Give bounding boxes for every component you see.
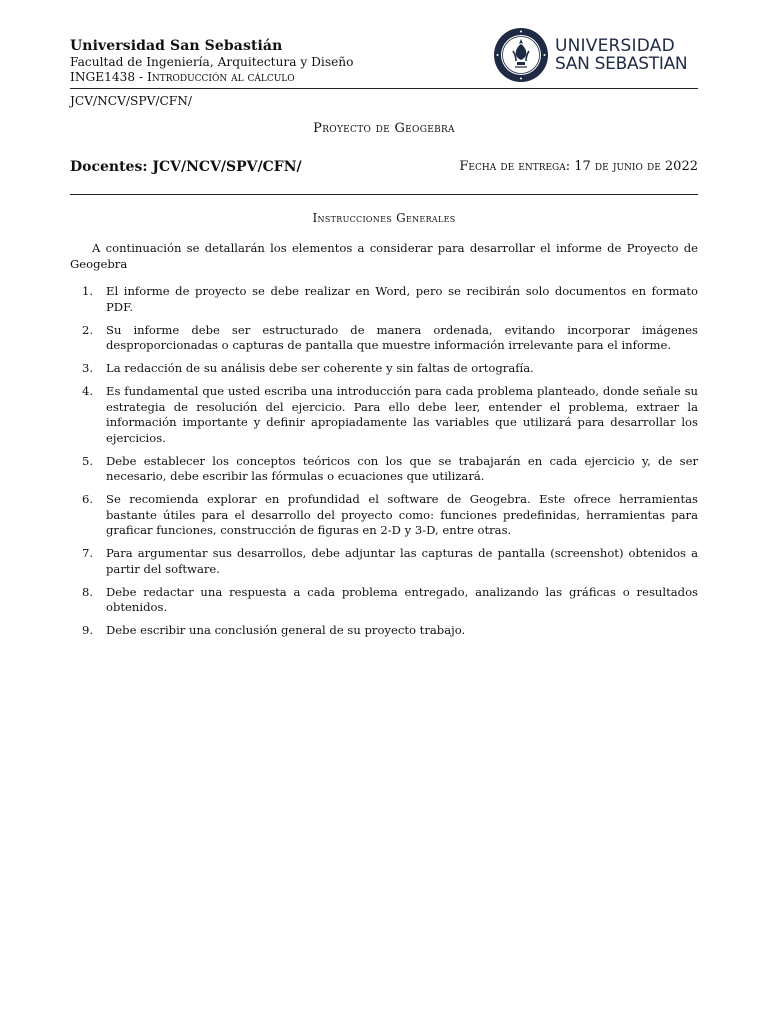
document-header	[70, 35, 698, 88]
list-item	[70, 492, 698, 539]
due-date: Fecha de entrega: 17 de junio de 2022	[459, 159, 698, 174]
item-number: 8.	[82, 584, 94, 599]
list-item	[70, 323, 698, 354]
list-item	[70, 284, 698, 315]
course-line	[70, 70, 295, 84]
item-number: 4.	[82, 384, 94, 398]
header-divider	[70, 88, 698, 89]
course-code: INGE1438 -	[70, 70, 147, 84]
faculty-name: Facultad de Ingeniería, Arquitectura y Diseño	[70, 55, 354, 69]
item-number: 7.	[82, 546, 94, 560]
item-text: Se recomienda explorar en profundidad el software de Geogebra. Este ofrece herramientas bastante útiles para el desarrollo del proyecto como: funciones predefinidas, herramientas para graficar funciones, construcción de figuras en 2-D y 3-D, entre otras.	[106, 492, 698, 537]
item-number: 1.	[82, 284, 94, 298]
info-row	[70, 159, 698, 177]
intro-paragraph: A continuación se detallarán los elementos a considerar para desarrollar el informe de Proyecto de Geogebra	[70, 241, 698, 271]
item-text: Es fundamental que usted escriba una introducción para cada problema planteado, donde señale su estrategia de resolución del ejercicio. Para ello debe leer, entender el problema, extraer la información importante y definir apropiadamente las variables que utilizará para desarrollar los ejercicios.	[106, 384, 698, 445]
authors-line: JCV/NCV/SPV/CFN/	[70, 94, 193, 108]
list-item	[70, 361, 698, 377]
item-text: Para argumentar sus desarrollos, debe adjuntar las capturas de pantalla (screenshot) obtenidos a partir del software.	[106, 546, 698, 576]
item-text: Su informe debe ser estructurado de manera ordenada, evitando incorporar imágenes desproporcionadas o capturas de pantalla que muestre información irrelevante para el informe.	[106, 322, 698, 352]
instructions-list	[70, 284, 698, 646]
item-number: 6.	[82, 492, 94, 506]
item-text: Debe escribir una conclusión general de su proyecto trabajo.	[106, 623, 466, 637]
item-number: 5.	[82, 453, 94, 468]
wordmark-line-1: UNIVERSIDAD	[555, 35, 675, 56]
item-number: 3.	[82, 361, 94, 375]
university-name: Universidad San Sebastián	[70, 38, 283, 54]
project-title: Proyecto de Geogebra	[313, 121, 455, 136]
item-number: 9.	[82, 623, 94, 637]
item-text: La redacción de su análisis debe ser coherente y sin faltas de ortografía.	[106, 361, 534, 375]
university-wordmark	[555, 35, 688, 74]
list-item	[70, 585, 698, 616]
list-item	[70, 454, 698, 485]
wordmark-line-2: SAN SEBASTIAN	[555, 53, 688, 74]
item-text: El informe de proyecto se debe realizar en Word, pero se recibirán solo documentos en formato PDF.	[106, 284, 698, 314]
university-seal-icon	[493, 27, 549, 83]
item-text: Debe redactar una respuesta a cada problema entregado, analizando las gráficas o resultados obtenidos.	[106, 584, 698, 614]
course-name: Introducción al cálculo	[147, 70, 295, 84]
list-item	[70, 623, 698, 639]
docentes-label: Docentes: JCV/NCV/SPV/CFN/	[70, 159, 302, 175]
section-divider	[70, 194, 698, 195]
item-text: Debe establecer los conceptos teóricos con los que se trabajarán en cada ejercicio y, de ser necesario, debe escribir las fórmulas o ecuaciones que utilizará.	[106, 453, 698, 483]
university-logo	[493, 26, 698, 84]
item-number: 2.	[82, 322, 94, 337]
section-title: Instrucciones Generales	[312, 211, 456, 225]
list-item	[70, 546, 698, 577]
list-item	[70, 384, 698, 446]
